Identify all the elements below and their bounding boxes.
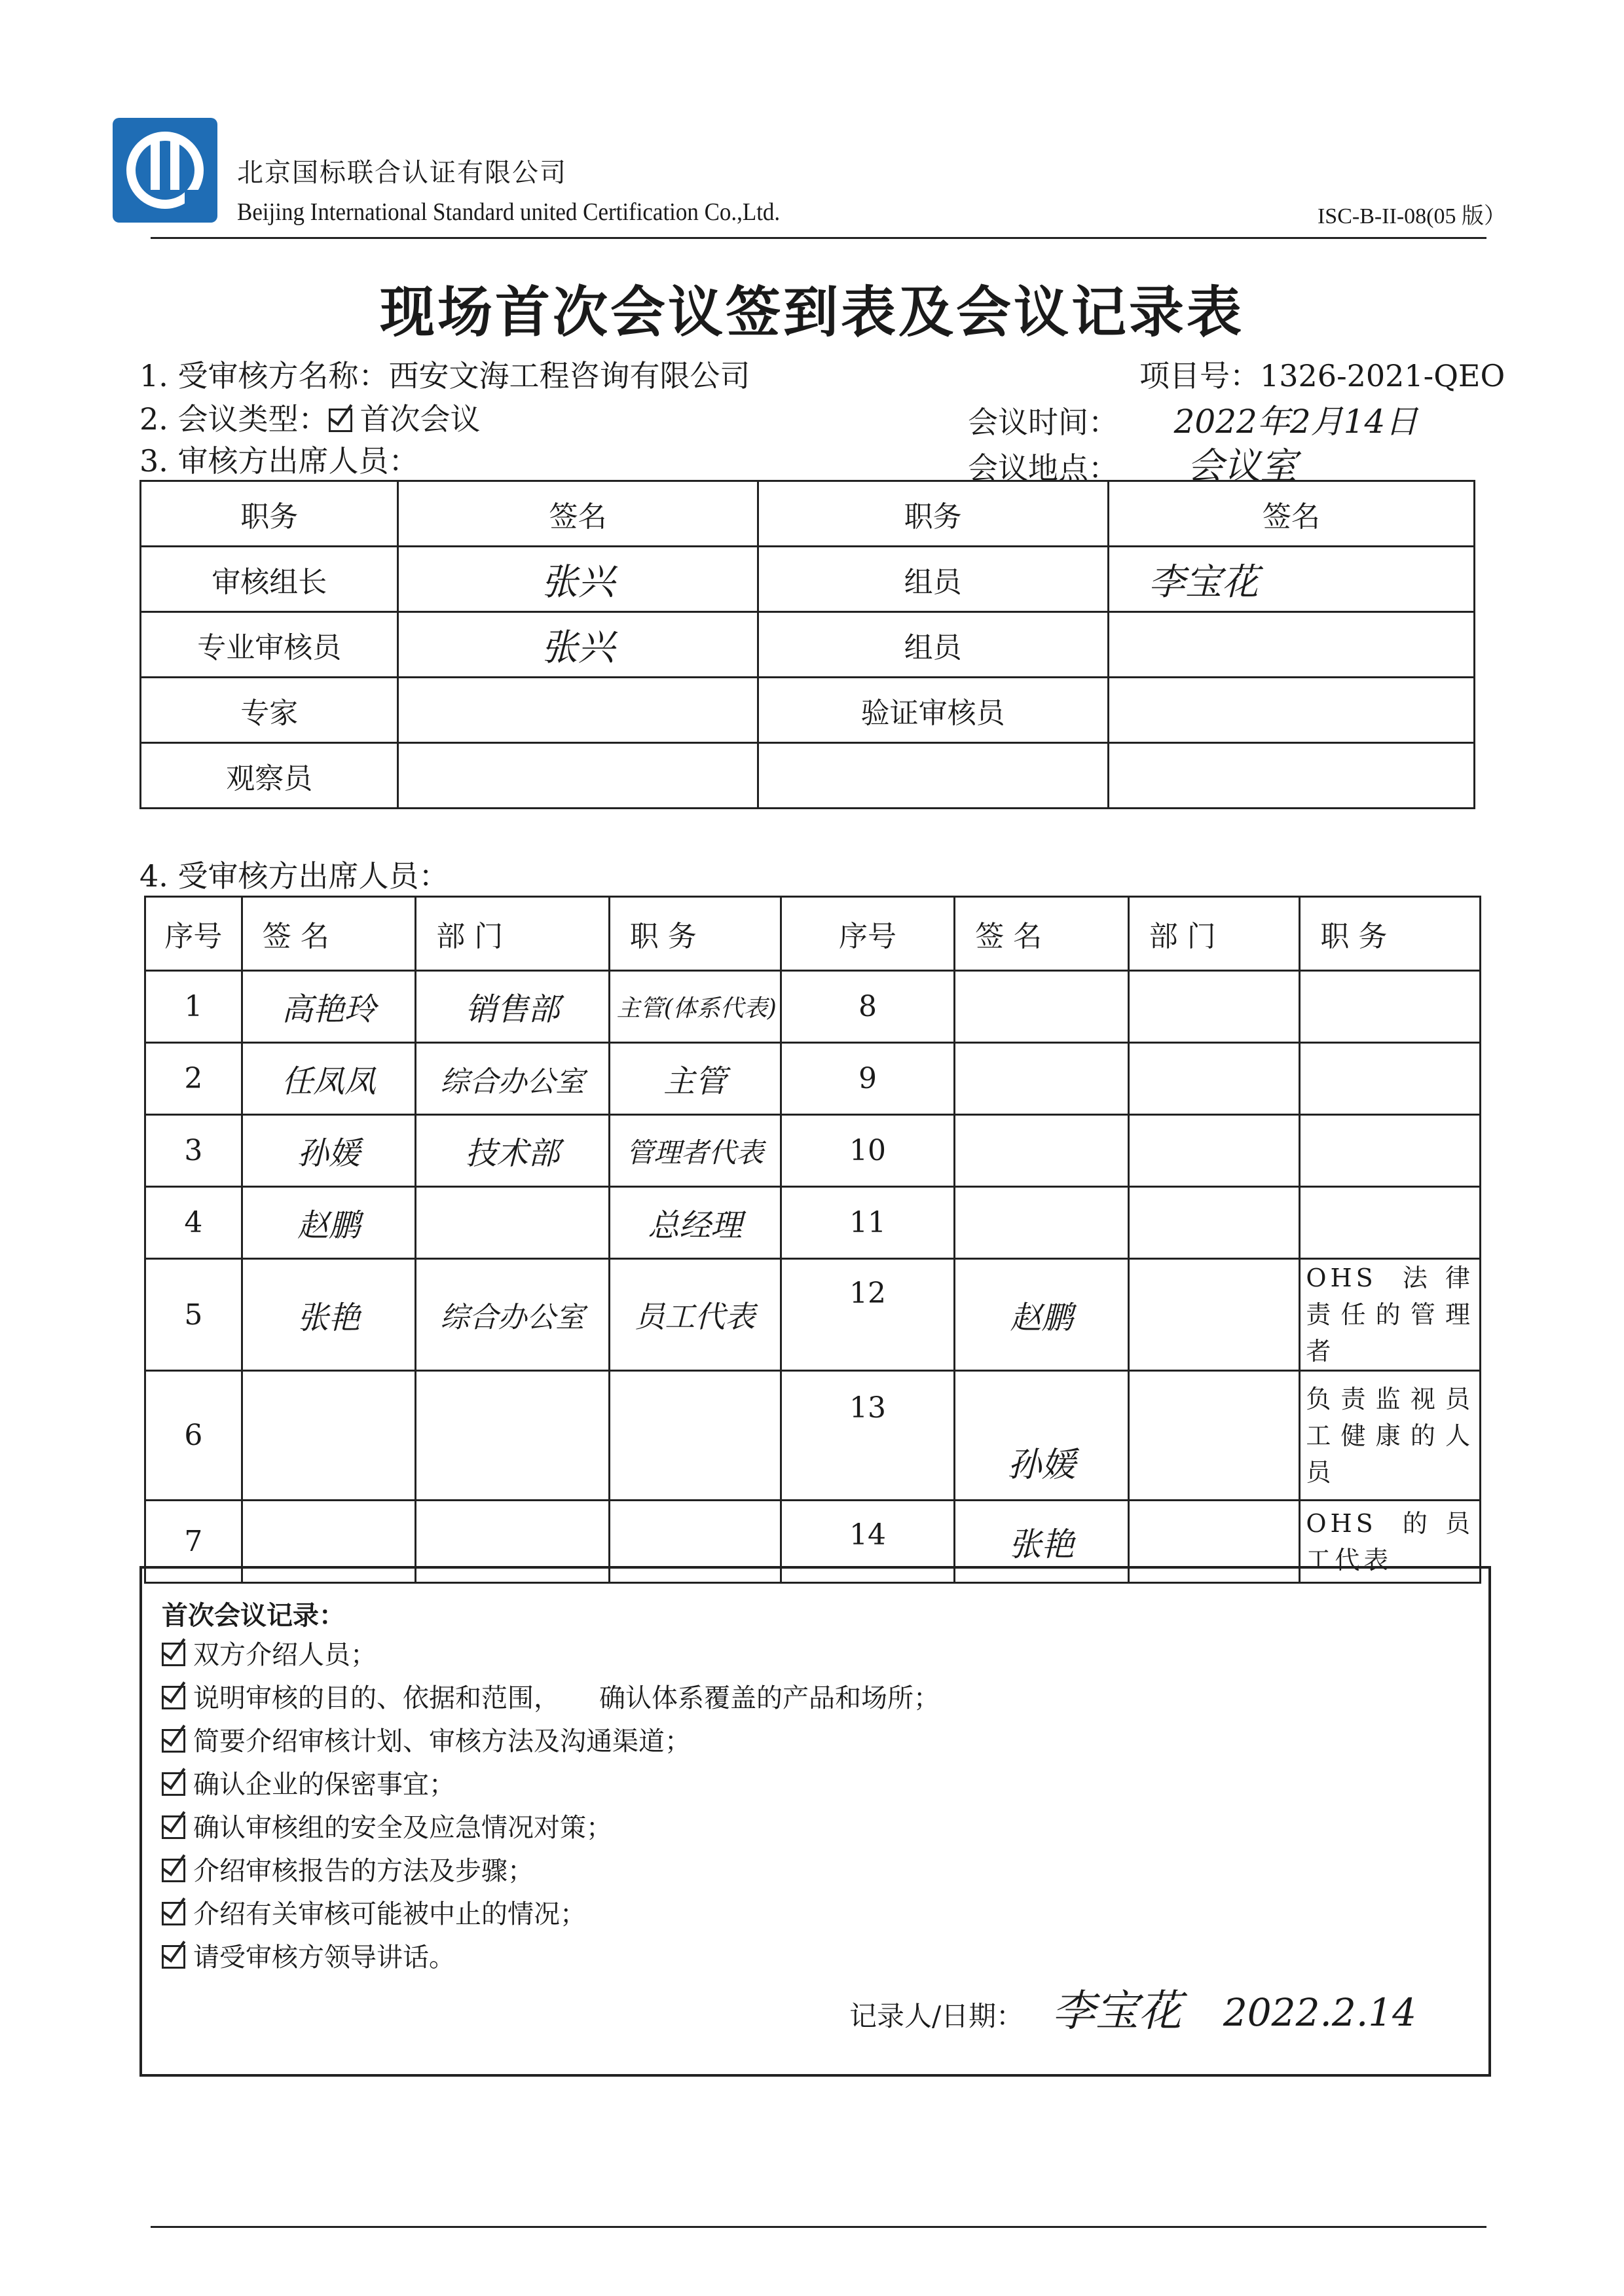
checked-box-icon	[162, 1945, 185, 1969]
role-cell: 观察员	[141, 743, 398, 809]
signature-cell: 张兴	[398, 612, 758, 678]
meeting-time-value: 2022年2月14日	[1173, 403, 1418, 441]
duty-cell	[1300, 1115, 1481, 1187]
department-cell: 综合办公室	[416, 1043, 609, 1115]
company-name-cn: 北京国标联合认证有限公司	[237, 158, 567, 188]
department-cell	[416, 1187, 609, 1259]
record-item	[162, 1937, 455, 1974]
duty-cell: OHS 法律责任的管理者	[1300, 1259, 1481, 1371]
signature-cell: 赵鹏	[242, 1187, 416, 1259]
signature-cell	[955, 1043, 1129, 1115]
role-cell	[758, 743, 1108, 809]
signature-cell	[1108, 678, 1474, 743]
meeting-place-value: 会议室	[1187, 445, 1297, 488]
row-number: 5	[145, 1259, 242, 1371]
header-cell: 序号	[781, 897, 954, 971]
record-item	[162, 1677, 940, 1715]
row-number: 14	[781, 1501, 954, 1583]
meeting-type-value: 首次会议	[360, 401, 481, 437]
department-cell	[1128, 1371, 1300, 1501]
header-cell: 序号	[145, 897, 242, 971]
row-number: 6	[145, 1371, 242, 1501]
recorder-signature: 李宝花	[1052, 1986, 1182, 2036]
department-cell: 销售部	[416, 971, 609, 1043]
table-header-row	[145, 897, 1481, 971]
record-item-text: 介绍审核报告的方法及步骤；	[193, 1856, 534, 1886]
meeting-time-label: 会议时间：	[968, 405, 1118, 440]
table-row	[145, 971, 1481, 1043]
row-number: 3	[145, 1115, 242, 1187]
record-item-text: 介绍有关审核可能被中止的情况；	[193, 1899, 586, 1929]
recorder-line	[849, 1976, 1416, 2038]
checked-box-icon	[162, 1686, 185, 1709]
auditee-attendees-label: 4. 受审核方出席人员：	[139, 858, 449, 894]
department-cell	[1128, 1187, 1300, 1259]
header-text: 签 名	[262, 920, 329, 953]
info-line-1	[139, 352, 750, 395]
table-row	[145, 1371, 1481, 1501]
row-number: 11	[781, 1187, 954, 1259]
document-title: 现场首次会议签到表及会议记录表	[379, 280, 1244, 344]
header-cell	[609, 897, 781, 971]
header-text: 签 名	[975, 920, 1043, 953]
row-number: 1	[145, 971, 242, 1043]
department-cell	[416, 1371, 609, 1501]
header-cell: 签名	[398, 481, 758, 547]
recorder-date: 2022.2.14	[1223, 1990, 1417, 2035]
checked-box-icon	[162, 1772, 185, 1796]
checked-box-icon	[162, 1859, 185, 1882]
header-text: 部 门	[1149, 920, 1216, 953]
record-item-text: 简要介绍审核计划、审核方法及沟通渠道；	[193, 1726, 691, 1757]
row-number: 12	[781, 1259, 954, 1371]
table-row	[145, 1115, 1481, 1187]
department-cell	[1128, 1115, 1300, 1187]
header-cell	[955, 897, 1129, 971]
role-cell: 组员	[758, 612, 1108, 678]
signature-cell	[1108, 612, 1474, 678]
auditee-label: 1. 受审核方名称：	[139, 358, 389, 393]
signature-cell	[955, 1115, 1129, 1187]
signature-cell: 张艳	[955, 1501, 1129, 1583]
signature-cell: 赵鹏	[955, 1259, 1129, 1371]
header-cell	[1300, 897, 1481, 971]
company-logo	[113, 118, 217, 223]
record-title: 首次会议记录：	[162, 1601, 345, 1631]
meeting-type-label: 2. 会议类型：	[139, 401, 329, 437]
header-cell: 签名	[1108, 481, 1474, 547]
department-cell	[1128, 1043, 1300, 1115]
table-row	[141, 743, 1475, 809]
signature-cell	[242, 1371, 416, 1501]
duty-cell: 主管(体系代表)	[609, 971, 781, 1043]
checked-box-icon	[329, 409, 352, 432]
duty-cell	[1300, 971, 1481, 1043]
duty-cell	[1300, 1187, 1481, 1259]
meeting-record-box	[139, 1566, 1491, 2077]
department-cell: 综合办公室	[416, 1259, 609, 1371]
form-code: ISC-B-II-08(05 版）	[1317, 204, 1506, 228]
header-cell: 职务	[758, 481, 1108, 547]
department-cell	[1128, 1259, 1300, 1371]
record-item-text: 说明审核的目的、依据和范围， 确认体系覆盖的产品和场所；	[193, 1683, 940, 1713]
signature-cell	[398, 743, 758, 809]
header-text: 职 务	[1320, 920, 1388, 953]
table-row	[141, 547, 1475, 612]
project-value: 1326-2021-QEO	[1260, 358, 1505, 393]
department-cell: 技术部	[416, 1115, 609, 1187]
info-line-2	[139, 395, 481, 439]
signature-cell: 孙媛	[242, 1115, 416, 1187]
header-text: 职 务	[629, 920, 697, 953]
checked-box-icon	[162, 1902, 185, 1925]
checked-box-icon	[162, 1643, 185, 1666]
header-cell	[1128, 897, 1300, 971]
header-cell	[242, 897, 416, 971]
signature-cell	[955, 1187, 1129, 1259]
record-item	[162, 1721, 691, 1758]
signature-cell: 孙媛	[955, 1371, 1129, 1501]
signature-cell: 任凤凤	[242, 1043, 416, 1115]
record-item	[162, 1634, 377, 1671]
header-text: 部 门	[436, 920, 504, 953]
header-cell: 职务	[141, 481, 398, 547]
row-number: 10	[781, 1115, 954, 1187]
table-row	[145, 1043, 1481, 1115]
role-cell: 组员	[758, 547, 1108, 612]
signature-cell	[1108, 743, 1474, 809]
role-cell: 专家	[141, 678, 398, 743]
recorder-label: 记录人/日期：	[849, 2000, 1024, 2032]
project-number	[1139, 352, 1505, 395]
company-name-en: Beijing International Standard united Certification Co.,Ltd.	[237, 198, 781, 226]
record-item-text: 确认企业的保密事宜；	[193, 1770, 455, 1800]
meeting-place-label: 会议地点：	[968, 450, 1118, 486]
table-row	[141, 612, 1475, 678]
table-row	[145, 1187, 1481, 1259]
table-header-row	[141, 481, 1475, 547]
duty-cell: 负责监视员工健康的人员	[1300, 1371, 1481, 1501]
role-cell: 专业审核员	[141, 612, 398, 678]
duty-cell: 员工代表	[609, 1259, 781, 1371]
audit-team-label: 3. 审核方出席人员：	[139, 443, 419, 479]
row-number: 2	[145, 1043, 242, 1115]
footer-divider	[151, 2226, 1486, 2228]
meeting-time	[968, 395, 1418, 443]
record-item	[162, 1764, 455, 1801]
duty-cell	[609, 1371, 781, 1501]
duty-cell: OHS 的员工代表	[1300, 1501, 1481, 1583]
row-number: 8	[781, 971, 954, 1043]
role-cell: 审核组长	[141, 547, 398, 612]
role-cell: 验证审核员	[758, 678, 1108, 743]
audit-team-table	[139, 480, 1475, 809]
signature-cell: 张艳	[242, 1259, 416, 1371]
row-number: 9	[781, 1043, 954, 1115]
header-cell	[416, 897, 609, 971]
header-divider	[151, 237, 1486, 239]
signature-cell: 高艳玲	[242, 971, 416, 1043]
table-row	[141, 678, 1475, 743]
record-item	[162, 1807, 612, 1844]
record-item-text: 确认审核组的安全及应急情况对策；	[193, 1813, 612, 1843]
signature-cell: 张兴	[398, 547, 758, 612]
record-item-text: 请受审核方领导讲话。	[193, 1942, 455, 1973]
signature-cell	[398, 678, 758, 743]
row-number: 13	[781, 1371, 954, 1501]
duty-cell: 总经理	[609, 1187, 781, 1259]
row-number: 4	[145, 1187, 242, 1259]
signature-cell: 李宝花	[1108, 547, 1474, 612]
project-label: 项目号：	[1139, 358, 1260, 393]
checked-box-icon	[162, 1729, 185, 1753]
duty-cell: 主管	[609, 1043, 781, 1115]
duty-cell: 管理者代表	[609, 1115, 781, 1187]
auditee-attendees-table	[144, 896, 1481, 1584]
row-number: 7	[145, 1501, 242, 1583]
record-item-text: 双方介绍人员；	[193, 1640, 377, 1670]
department-cell	[1128, 971, 1300, 1043]
signature-cell	[955, 971, 1129, 1043]
auditee-name: 西安文海工程咨询有限公司	[388, 358, 750, 393]
record-item	[162, 1850, 534, 1887]
checked-box-icon	[162, 1815, 185, 1839]
record-item	[162, 1893, 586, 1931]
table-row	[145, 1259, 1481, 1371]
duty-cell	[1300, 1043, 1481, 1115]
